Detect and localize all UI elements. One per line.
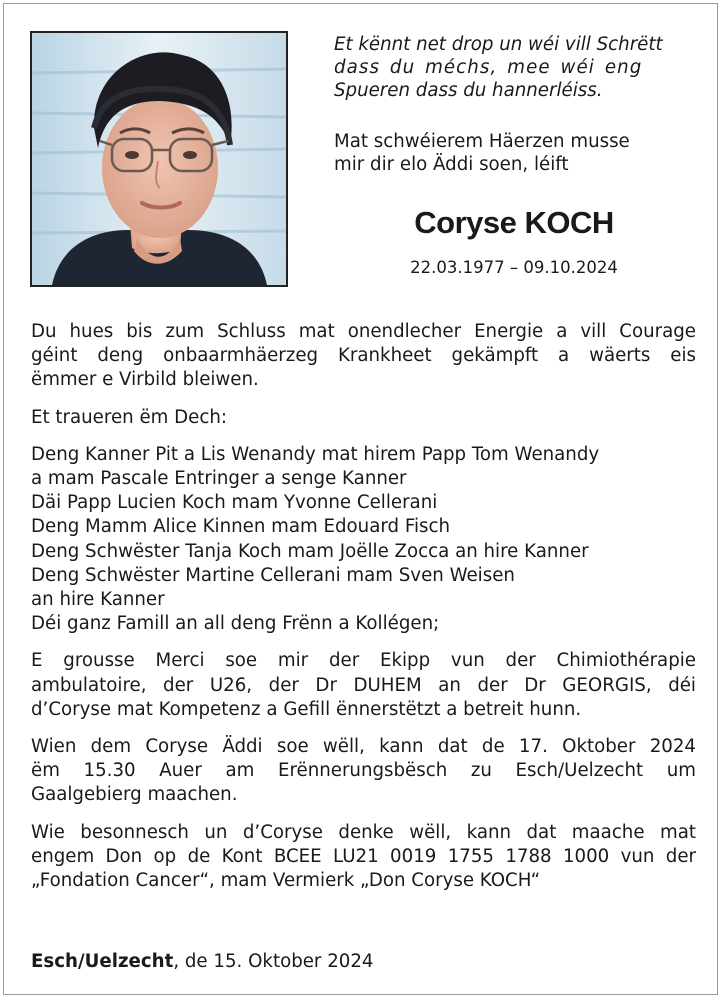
verse-line: Et kënnt net drop un wéi vill Schrëtt — [334, 34, 663, 55]
portrait-photo — [30, 31, 288, 287]
text-line: Wien dem Coryse Äddi soe wëll, kann dat de 17. Oktober 2024 — [31, 736, 696, 758]
text-line: ambulatoire, der U26, der Dr DUHEM an der Dr GEORGIS, déi — [31, 674, 696, 696]
text-line: Et traueren ëm Dech: — [31, 406, 227, 428]
text-line: „Fondation Cancer“, mam Vermierk „Don Coryse KOCH“ — [31, 870, 541, 892]
verse-line: dass du méchs, mee wéi eng — [334, 57, 643, 78]
intro-line: mir dir elo Äddi soen, léift — [334, 154, 569, 175]
mourner-line: Deng Mamm Alice Kinnen mam Edouard Fisch — [31, 516, 451, 538]
portrait-illustration — [32, 33, 286, 285]
verse-line: Spueren dass du hannerléiss. — [334, 80, 603, 101]
thanks-paragraph — [31, 649, 696, 722]
deceased-name: Coryse KOCH — [414, 205, 614, 240]
text-line: Wie besonnesch un d’Coryse denke wëll, kann dat maache mat — [31, 821, 696, 843]
text-line: E grousse Merci soe mir der Ekipp vun der Chimiothérapie — [31, 650, 696, 672]
signoff — [31, 951, 373, 972]
mourner-line: Deng Kanner Pit a Lis Wenandy mat hirem Papp Tom Wenandy — [31, 443, 600, 465]
notice-body — [31, 320, 696, 906]
signoff-place: Esch/Uelzecht — [31, 951, 174, 972]
text-line: d’Coryse mat Kompetenz a Gefill ënnerstëtzt a betreit hunn. — [31, 698, 582, 720]
mourner-line: Däi Papp Lucien Koch mam Yvonne Cellerani — [31, 492, 438, 514]
mourners-list — [31, 443, 696, 637]
mourner-line: Déi ganz Famill an all deng Frënn a Kollégen; — [31, 613, 440, 635]
intro-text — [334, 130, 694, 176]
mourner-line: a mam Pascale Entringer a senge Kanner — [31, 468, 407, 490]
life-dates: 22.03.1977 – 09.10.2024 — [410, 258, 618, 277]
text-line: engem Don op de Kont BCEE LU21 0019 1755 1788 1000 vun der — [31, 845, 696, 867]
mourner-line: Deng Schwëster Martine Cellerani mam Sven Weisen — [31, 564, 515, 586]
text-line: ëmmer e Virbild bleiwen. — [31, 369, 259, 391]
intro-line: Mat schwéierem Häerzen musse — [334, 131, 630, 152]
text-line: ëm 15.30 Auer am Erënnerungsbësch zu Esch/Uelzecht um — [31, 760, 696, 782]
mourning-header — [31, 406, 696, 430]
text-line: Du hues bis zum Schluss mat onendlecher Energie a vill Courage — [31, 321, 696, 342]
signoff-date: , de 15. Oktober 2024 — [173, 951, 374, 972]
mourner-line: Deng Schwëster Tanja Koch mam Joëlle Zocca an hire Kanner — [31, 540, 589, 562]
memorial-verse — [334, 33, 694, 102]
text-line: Gaalgebierg maachen. — [31, 784, 238, 806]
tribute-paragraph — [31, 320, 696, 393]
donation-paragraph — [31, 821, 696, 894]
text-line: géint deng onbaarmhäerzeg Krankheet gekämpft a wäerts eis — [31, 345, 696, 367]
farewell-paragraph — [31, 735, 696, 808]
mourner-line: an hire Kanner — [31, 589, 165, 611]
